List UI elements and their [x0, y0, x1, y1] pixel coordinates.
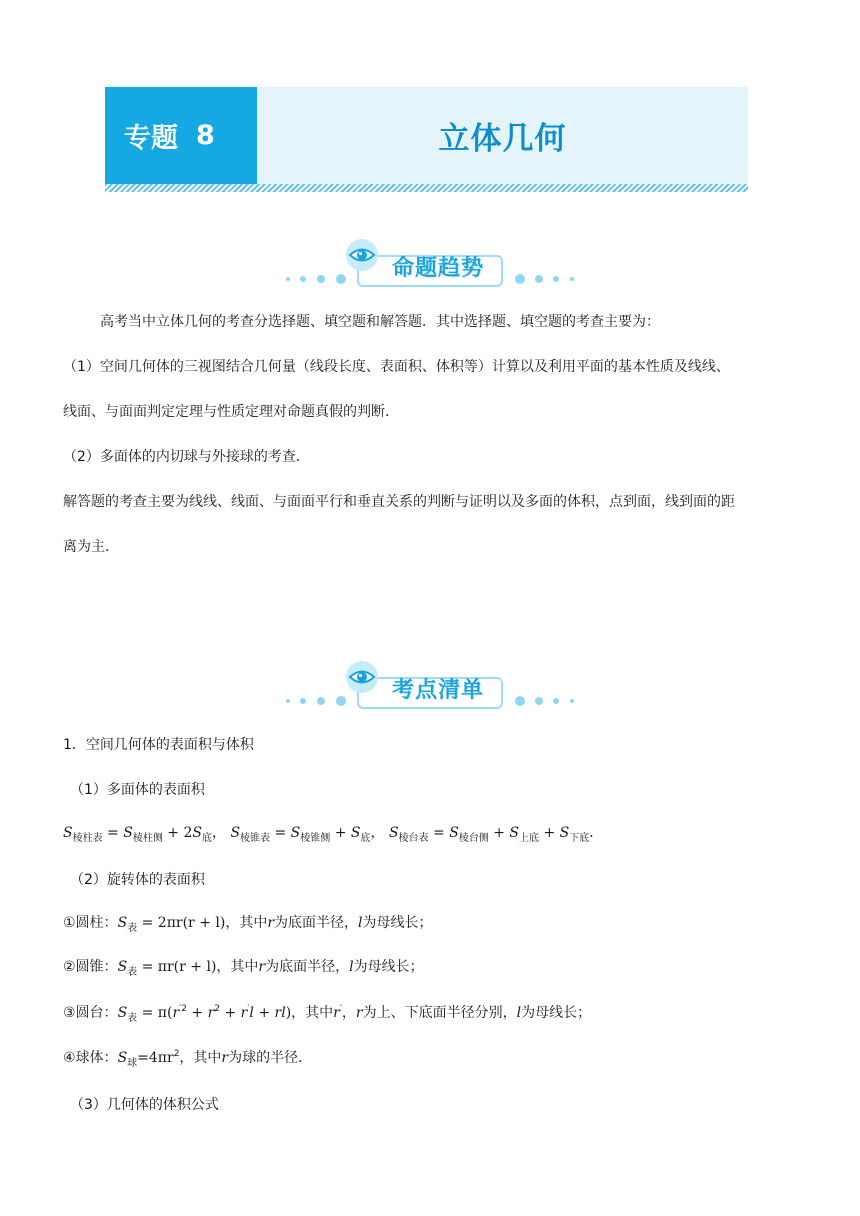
cylinder-formula: ①圆柱：$S_表 = 2\pi r(r + l)$，其中r为底面半径，l为母线长； [63, 915, 433, 934]
trend-answer-line-2: 离为主． [63, 539, 119, 555]
checklist-sub-2-title: （2）旋转体的表面积 [70, 872, 205, 888]
checklist-sub-1-title: （1）多面体的表面积 [70, 782, 205, 798]
topic-title: 立体几何 [438, 121, 567, 157]
checklist-item-1-title: 1．空间几何体的表面积与体积 [63, 737, 254, 753]
topic-tag-number: 8 [196, 120, 215, 151]
section-heading-trend [280, 238, 580, 294]
trend-item-2: （2）多面体的内切球与外接球的考查． [63, 449, 310, 465]
section-heading-label: 考点清单 [391, 678, 484, 703]
eye-icon [345, 238, 379, 272]
section-heading-checklist [280, 660, 580, 716]
cone-formula: ②圆锥：$S_表 = \pi r(r + l)$，其中r为底面半径，l为母线长； [63, 959, 424, 978]
trend-intro: 高考当中立体几何的考查分选择题、填空题和解答题．其中选择题、填空题的考查主要为： [100, 314, 660, 330]
sphere-formula: ④球体：$S_球=4\pi r^2$，其中r为球的半径． [63, 1049, 313, 1069]
checklist-sub-3-title: （3）几何体的体积公式 [70, 1097, 219, 1113]
trend-answer-line-1: 解答题的考查主要为线线、线面、与面面平行和垂直关系的判断与证明以及多面的体积，点到面，线到面的距 [63, 494, 735, 510]
frustum-formula: ③圆台：$S_表 = \pi(r^{'2} + r^2 + r'l + rl)$，其中r′，r为上、下底面半径分别，l为母线长； [63, 1004, 592, 1024]
trend-item-1-line-2: 线面、与面面判定定理与性质定理对命题真假的判断． [63, 404, 399, 420]
polyhedra-surface-formula: $S_{棱柱表} = S_{棱柱侧} + 2S_底$， $S_{棱锥表} = S_{棱锥侧} + S_底$， $S_{棱台表} = S_{棱台侧} + S_{上底} + S_{下底}$． [63, 825, 604, 844]
topic-tag [105, 87, 257, 184]
eye-icon [345, 660, 379, 694]
trend-item-1-line-1: （1）空间几何体的三视图结合几何量（线段长度、表面积、体积等）计算以及利用平面的基本性质及线线、 [63, 359, 730, 375]
topic-tag-label: 专题 [124, 123, 178, 154]
banner-stripe-divider [105, 184, 748, 192]
section-heading-label: 命题趋势 [391, 256, 484, 281]
